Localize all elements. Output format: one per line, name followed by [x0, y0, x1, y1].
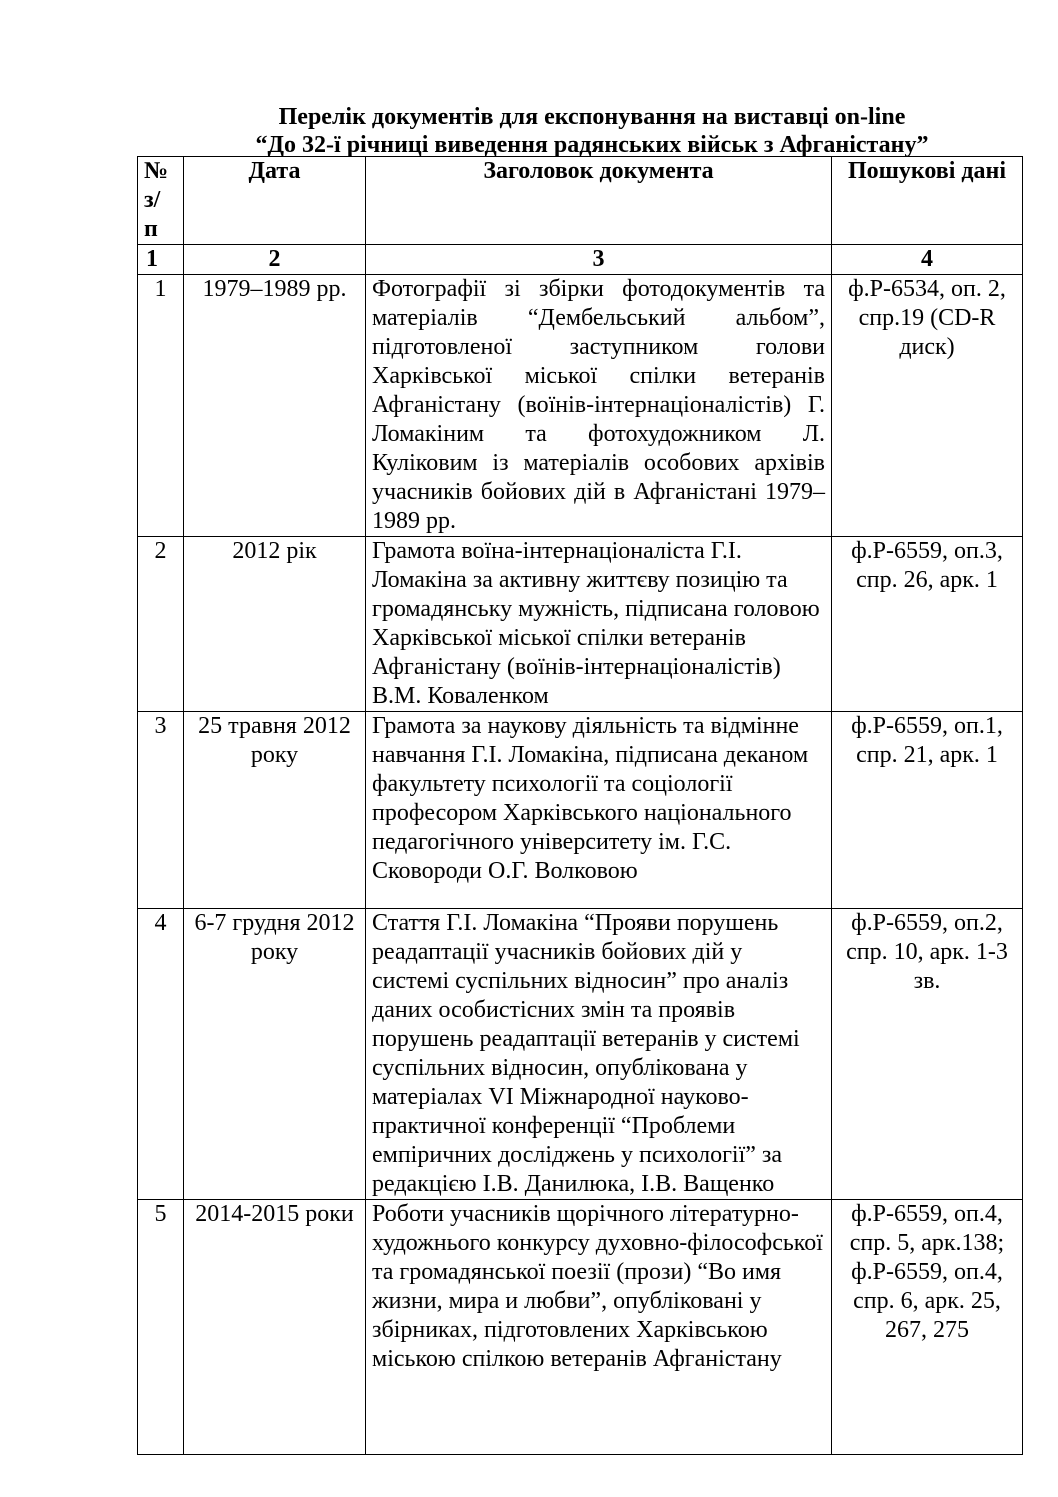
row-title: Стаття Г.І. Ломакіна “Прояви порушень реадаптації учасників бойових дій у системі суспільних відносин” про аналіз даних особистісних змін та проявів порушень реадаптації ветеранів у системі суспільних відносин, опублікована у матеріалах VI Міжнародної науково-практичної конференції “Проблеми емпіричних досліджень у психології” за редакцією І.В. Данилюка, І.В. Ващенко [366, 909, 832, 1200]
row-date: 2012 рік [184, 537, 366, 712]
row-date: 2014-2015 роки [184, 1200, 366, 1455]
row-search-data: ф.Р-6559, оп.1, спр. 21, арк. 1 [832, 712, 1023, 909]
row-number: 4 [138, 909, 184, 1200]
document-title-line-2: “До 32-ї річниці виведення радянських військ з Афганістану” [255, 132, 929, 158]
row-search-data: ф.Р-6559, оп.2, спр. 10, арк. 1-3 зв. [832, 909, 1023, 1200]
column-index: 1 [138, 245, 184, 275]
row-number: 5 [138, 1200, 184, 1455]
documents-table [137, 156, 1023, 1455]
table-row [138, 1200, 1023, 1455]
row-title: Роботи учасників щорічного літературно-художнього конкурсу духовно-філософської та громадянської поезії (прози) “Во имя жизни, мира и любви”, опубліковані у збірниках, підготовлених Харківською міською спілкою ветеранів Афганістану [366, 1200, 832, 1455]
row-number: 2 [138, 537, 184, 712]
column-header-title: Заголовок документа [366, 157, 832, 245]
row-date: 1979–1989 рр. [184, 275, 366, 537]
table-row [138, 537, 1023, 712]
table-header-row [138, 157, 1023, 245]
column-header-search-data: Пошукові дані [832, 157, 1023, 245]
row-title: Грамота за наукову діяльність та відмінне навчання Г.І. Ломакіна, підписана деканом факультету психології та соціології професором Харківського національного педагогічного університету ім. Г.С. Сковороди О.Г. Волковою [366, 712, 832, 909]
column-header-date: Дата [184, 157, 366, 245]
row-search-data: ф.Р-6534, оп. 2, спр.19 (CD-R диск) [832, 275, 1023, 537]
row-title: Фотографії зі збірки фотодокументів та матеріалів “Дембельський альбом”, підготовленої заступником голови Харківської міської спілки ветеранів Афганістану (воїнів-інтернаціоналістів) Г. Ломакіним та фотохудожником Л. Куліковим із матеріалів особових архівів учасників бойових дій в Афганістані 1979–1989 рр. [366, 275, 832, 537]
column-header-number: № з/ п [138, 157, 184, 245]
column-index: 4 [832, 245, 1023, 275]
table-row [138, 275, 1023, 537]
row-search-data: ф.Р-6559, оп.3, спр. 26, арк. 1 [832, 537, 1023, 712]
table-row [138, 712, 1023, 909]
row-search-data: ф.Р-6559, оп.4, спр. 5, арк.138; ф.Р-6559, оп.4, спр. 6, арк. 25, 267, 275 [832, 1200, 1023, 1455]
row-number: 3 [138, 712, 184, 909]
column-index: 2 [184, 245, 366, 275]
row-date: 6-7 грудня 2012 року [184, 909, 366, 1200]
row-title: Грамота воїна-інтернаціоналіста Г.І. Ломакіна за активну життєву позицію та громадянську мужність, підписана головою Харківської міської спілки ветеранів Афганістану (воїнів-інтернаціоналістів) В.М. Коваленком [366, 537, 832, 712]
row-date: 25 травня 2012 року [184, 712, 366, 909]
table-row [138, 909, 1023, 1200]
row-number: 1 [138, 275, 184, 537]
column-index-row [138, 245, 1023, 275]
document-title-line-1: Перелік документів для експонування на виставці on-line [278, 104, 906, 130]
column-index: 3 [366, 245, 832, 275]
